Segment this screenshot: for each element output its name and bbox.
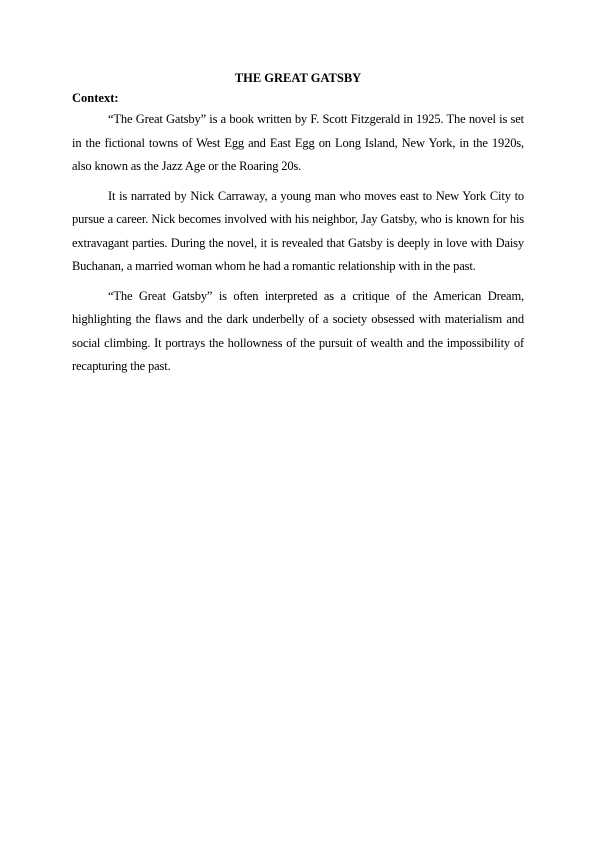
document-title: THE GREAT GATSBY	[234, 71, 362, 85]
paragraph-1: “The Great Gatsby” is a book written by F. Scott Fitzgerald in 1925. The novel is set in the fictional towns of West Egg and East Egg on Long Island, New York, in the 1920s, also known as the Jazz Age or the Roaring 20s.	[72, 112, 524, 173]
paragraph-2: It is narrated by Nick Carraway, a young man who moves east to New York City to pursue a career. Nick becomes involved with his neighbor, Jay Gatsby, who is known for his extravagant parties. During the novel, it is revealed that Gatsby is deeply in love with Daisy Buchanan, a married woman whom he had a romantic relationship with in the past.	[72, 188, 524, 273]
paragraph-3: “The Great Gatsby” is often interpreted as a critique of the American Dream, highlighting the flaws and the dark underbelly of a society obsessed with materialism and social climbing. It portrays the hollowness of the pursuit of wealth and the impossibility of recapturing the past.	[72, 288, 524, 373]
document-body	[72, 70, 524, 379]
section-label-context: Context:	[72, 91, 119, 105]
